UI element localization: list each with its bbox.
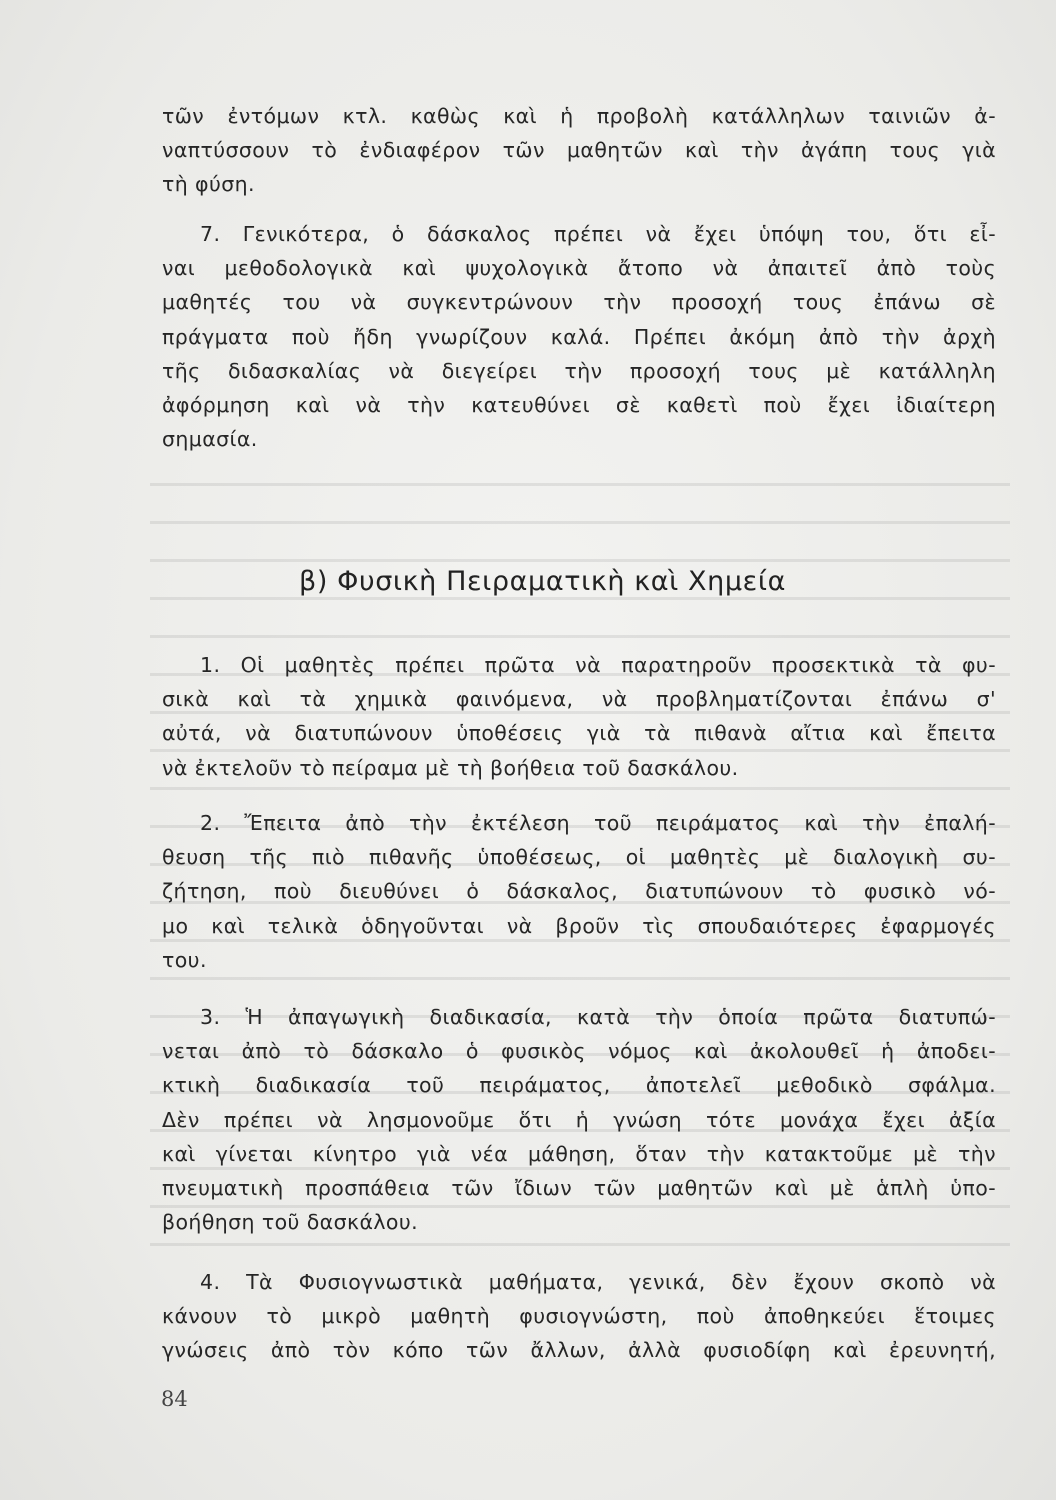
- text-line: κτικὴ διαδικασία τοῦ πειράματος, ἀποτελεῖ μεθοδικὸ σφάλμα.: [162, 1073, 996, 1098]
- text-line: ναι μεθοδολογικὰ καὶ ψυχολογικὰ ἄτοπο νὰ ἀπαιτεῖ ἀπὸ τοὺς: [162, 256, 996, 281]
- paragraph-7: [162, 217, 996, 456]
- text-line: του.: [162, 947, 207, 972]
- item-4-paragraph: [162, 1265, 996, 1368]
- text-line: ζήτηση, ποὺ διευθύνει ὁ δάσκαλος, διατυπώνουν τὸ φυσικὸ νό-: [162, 879, 996, 904]
- text-line: καὶ γίνεται κίνητρο γιὰ νέα μάθηση, ὅταν τὴν κατακτοῦμε μὲ τὴν: [162, 1141, 996, 1166]
- item-1-paragraph: [162, 648, 996, 785]
- section-heading: β) Φυσικὴ Πειραματικὴ καὶ Χημεία: [299, 566, 786, 597]
- text-line: μο καὶ τελικὰ ὁδηγοῦνται νὰ βροῦν τὶς σπουδαιότερες ἐφαρμογές: [162, 913, 996, 938]
- item-2-paragraph: [162, 806, 996, 977]
- text-line: 3. Ἡ ἀπαγωγικὴ διαδικασία, κατὰ τὴν ὁποία πρῶτα διατυπώ-: [200, 1005, 996, 1029]
- text-line: σικὰ καὶ τὰ χημικὰ φαινόμενα, νὰ προβληματίζονται ἐπάνω σ': [162, 687, 996, 712]
- text-line: 2. Ἔπειτα ἀπὸ τὴν ἐκτέλεση τοῦ πειράματος καὶ τὴν ἐπαλή-: [200, 811, 996, 835]
- text-line: νὰ ἐκτελοῦν τὸ πείραμα μὲ τὴ βοήθεια τοῦ δασκάλου.: [162, 755, 739, 780]
- text-line: πράγματα ποὺ ἤδη γνωρίζουν καλά. Πρέπει ἀκόμη ἀπὸ τὴν ἀρχὴ: [162, 324, 996, 349]
- text-line: τῆς διδασκαλίας νὰ διεγείρει τὴν προσοχή τους μὲ κατάλληλη: [162, 358, 996, 383]
- text-line: ἀφόρμηση καὶ νὰ τὴν κατευθύνει σὲ καθετὶ ποὺ ἔχει ἰδιαίτερη: [162, 393, 996, 418]
- text-line: τὴ φύση.: [162, 172, 255, 197]
- text-line: τῶν ἐντόμων κτλ. καθὼς καὶ ἡ προβολὴ κατάλληλων ταινιῶν ἀ-: [162, 104, 996, 128]
- text-line: θευση τῆς πιὸ πιθανῆς ὑποθέσεως, οἱ μαθητὲς μὲ διαλογικὴ συ-: [162, 845, 996, 870]
- page-number: 84: [161, 1387, 188, 1411]
- text-line: 4. Τὰ Φυσιογνωστικὰ μαθήματα, γενικά, δὲν ἔχουν σκοπὸ νὰ: [200, 1270, 996, 1294]
- text-line: βοήθηση τοῦ δασκάλου.: [162, 1210, 419, 1235]
- text-line: ναπτύσσουν τὸ ἐνδιαφέρον τῶν μαθητῶν καὶ τὴν ἀγάπη τους γιὰ: [162, 138, 996, 163]
- text-line: Δὲν πρέπει νὰ λησμονοῦμε ὅτι ἡ γνώση τότε μονάχα ἔχει ἀξία: [162, 1107, 996, 1132]
- text-line: μαθητές του νὰ συγκεντρώνουν τὴν προσοχή τους ἐπάνω σὲ: [162, 290, 996, 315]
- text-line: γνώσεις ἀπὸ τὸν κόπο τῶν ἄλλων, ἀλλὰ φυσιοδίφη καὶ ἐρευνητή,: [162, 1338, 996, 1363]
- text-line: κάνουν τὸ μικρὸ μαθητὴ φυσιογνώστη, ποὺ ἀποθηκεύει ἕτοιμες: [162, 1304, 996, 1329]
- item-3-paragraph: [162, 1000, 996, 1239]
- text-line: σημασία.: [162, 427, 258, 452]
- text-line: 1. Οἱ μαθητὲς πρέπει πρῶτα νὰ παρατηροῦν προσεκτικὰ τὰ φυ-: [200, 653, 996, 677]
- text-line: νεται ἀπὸ τὸ δάσκαλο ὁ φυσικὸς νόμος καὶ ἀκολουθεῖ ἡ ἀποδει-: [162, 1039, 996, 1064]
- text-line: 7. Γενικότερα, ὁ δάσκαλος πρέπει νὰ ἔχει ὑπόψη του, ὅτι εἶ-: [200, 222, 996, 246]
- text-line: αὐτά, νὰ διατυπώνουν ὑποθέσεις γιὰ τὰ πιθανὰ αἴτια καὶ ἔπειτα: [162, 721, 996, 746]
- continuation-paragraph: [162, 99, 996, 202]
- text-line: πνευματικὴ προσπάθεια τῶν ἴδιων τῶν μαθητῶν καὶ μὲ ἁπλὴ ὑπο-: [162, 1176, 996, 1201]
